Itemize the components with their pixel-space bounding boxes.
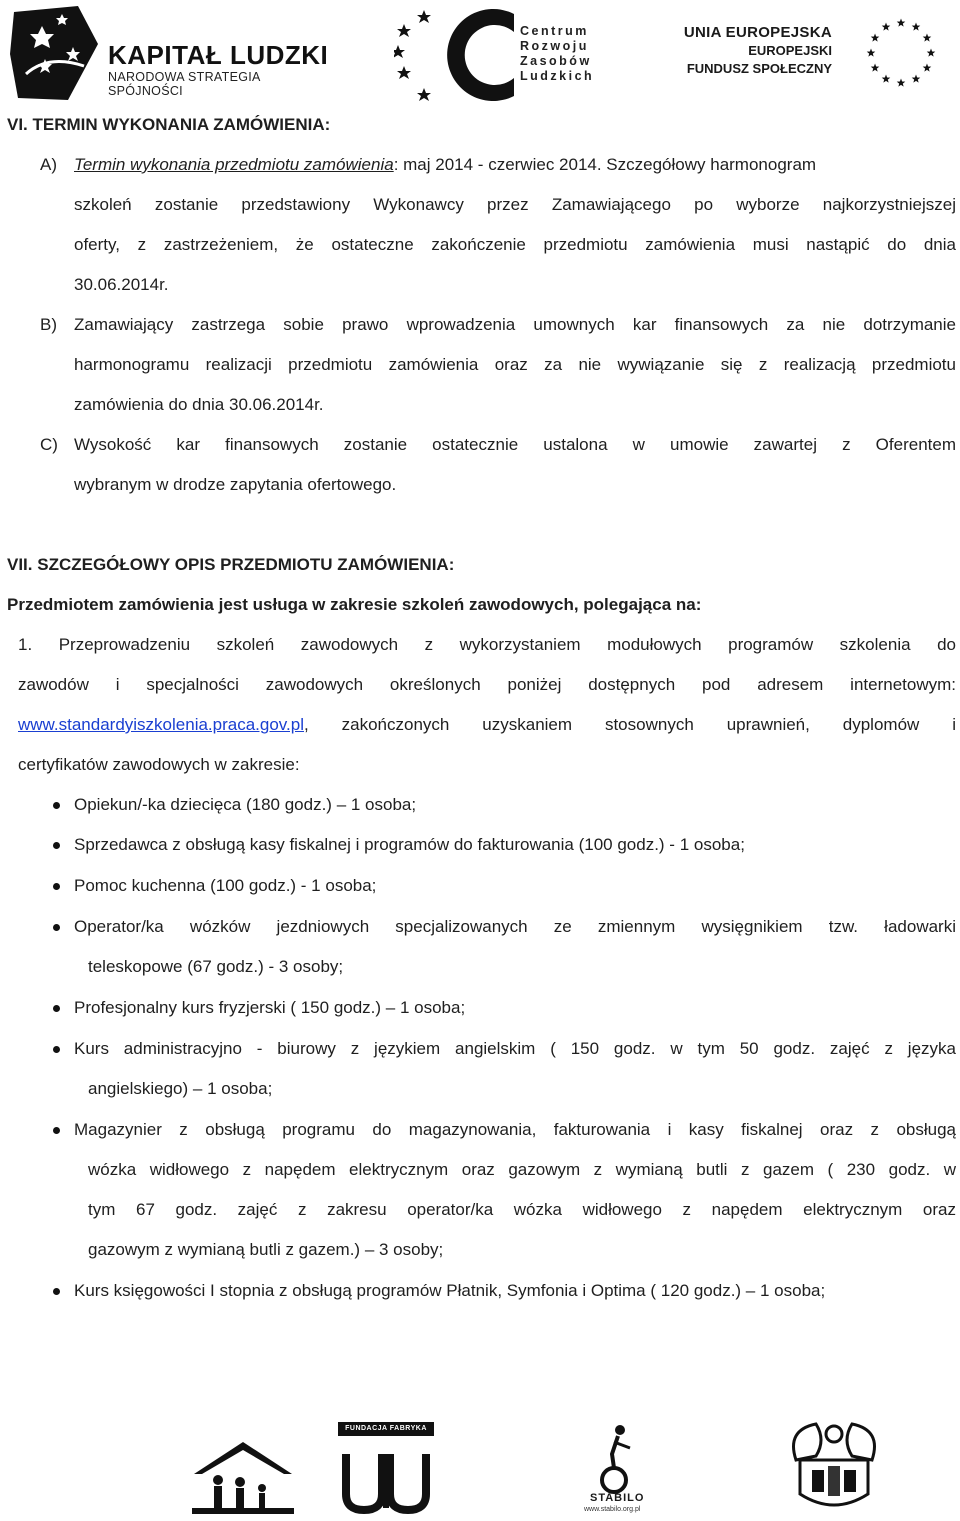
kapital-ludzki-subtitle: NARODOWA STRATEGIA SPÓJNOŚCI <box>108 70 260 98</box>
eu-text <box>660 24 832 78</box>
footer-logos <box>0 1400 960 1516</box>
item-b-line-2: harmonogramu realizacji przedmiotu zamówienia oraz za nie wywiązanie się z realizacją przedmiotu <box>74 355 956 374</box>
item-b-label: B) <box>40 315 57 334</box>
list-item-7-line-1: Magazynier z obsługą programu do magazynowania, fakturowania i kasy fiskalnej oraz z obsługą <box>74 1120 956 1139</box>
kapital-ludzki-emblem-icon <box>8 4 104 104</box>
item-c-line-1: Wysokość kar finansowych zostanie ostatecznie ustalona w umowie zawartej z Oferentem <box>74 435 956 454</box>
stabilo-unicycle-icon <box>584 1424 644 1494</box>
list-item-8: Kurs księgowości I stopnia z obsługą programów Płatnik, Symfonia i Optima ( 120 godz.) – 1 osoba; <box>74 1281 826 1300</box>
eu-logo <box>652 6 958 100</box>
crzl-logo <box>394 4 604 104</box>
point1-line-4: certyfikatów zawodowych w zakresie: <box>18 755 300 774</box>
bullet-icon <box>53 842 60 849</box>
list-item-6-line-1: Kurs administracyjno - biurowy z językiem angielskim ( 150 godz. w tym 50 godz. zajęć z języka <box>74 1039 956 1058</box>
list-item-2: Sprzedawca z obsługą kasy fiskalnej i programów do fakturowania (100 godz.) - 1 osoba; <box>74 835 745 854</box>
list-item-4-line-2: teleskopowe (67 godz.) - 3 osoby; <box>88 957 344 976</box>
city-coat-of-arms-icon <box>786 1420 882 1516</box>
fundacja-fabryka-logo <box>330 1420 442 1516</box>
point1-line-1: 1. Przeprowadzeniu szkoleń zawodowych z wykorzystaniem modułowych programów szkolenia do <box>18 635 956 654</box>
crzl-line-3: Zasobów <box>520 54 592 68</box>
list-item-6-line-2: angielskiego) – 1 osoba; <box>88 1079 273 1098</box>
eu-line-3: FUNDUSZ SPOŁECZNY <box>686 61 832 76</box>
eu-flag-icon <box>846 10 956 96</box>
crzl-line-1: Centrum <box>520 24 589 38</box>
header-logos <box>0 0 960 108</box>
bullet-icon <box>53 1005 60 1012</box>
eu-line-1: UNIA EUROPEJSKA <box>683 24 832 41</box>
bullet-icon <box>53 802 60 809</box>
item-b-line-1: Zamawiający zastrzega sobie prawo wprowadzenia umownych kar finansowych za nie dotrzymanie <box>74 315 956 334</box>
point1-line-3-rest: , zakończonych uzyskaniem stosownych uprawnień, dyplomów i <box>304 715 956 734</box>
item-a-line-1 <box>74 155 956 175</box>
kapital-ludzki-title: KAPITAŁ LUDZKI <box>108 40 329 70</box>
bullet-icon <box>53 883 60 890</box>
list-item-7-line-2: wózka widłowego z napędem elektrycznym oraz gazowym z wymianą butli z gazem ( 230 godz. w <box>88 1160 956 1179</box>
item-a-italic: Termin wykonania przedmiotu zamówienia <box>74 155 394 174</box>
stabilo-text: STABILO <box>590 1492 645 1504</box>
list-item-5: Profesjonalny kurs fryzjerski ( 150 godz.) – 1 osoba; <box>74 998 466 1017</box>
item-c-line-2: wybranym w drodze zapytania ofertowego. <box>74 475 397 494</box>
item-a-line-3: oferty, z zastrzeżeniem, że ostateczne zakończenie przedmiotu zamówienia musi nastąpić do dnia <box>74 235 956 254</box>
item-b-line-3: zamówienia do dnia 30.06.2014r. <box>74 395 324 414</box>
crzl-line-2: Rozwoju <box>520 39 589 53</box>
item-a-label: A) <box>40 155 57 174</box>
bullet-icon <box>53 1046 60 1053</box>
crzl-emblem-icon <box>394 4 520 104</box>
kapital-ludzki-logo <box>8 4 338 104</box>
standards-link[interactable]: www.standardyiszkolenia.praca.gov.pl <box>18 715 304 734</box>
crzl-line-4: Ludzkich <box>520 69 595 83</box>
section6-heading: VI. TERMIN WYKONANIA ZAMÓWIENIA: <box>7 115 331 134</box>
section7-intro: Przedmiotem zamówienia jest usługa w zakresie szkoleń zawodowych, polegająca na: <box>7 595 702 614</box>
list-item-1: Opiekun/-ka dziecięca (180 godz.) – 1 osoba; <box>74 795 417 814</box>
list-item-3: Pomoc kuchenna (100 godz.) - 1 osoba; <box>74 876 377 895</box>
item-a-line-2: szkoleń zostanie przedstawiony Wykonawcy przez Zamawiającego po wyborze najkorzystniejszej <box>74 195 956 214</box>
item-a-rest: : maj 2014 - czerwiec 2014. Szczegółowy harmonogram <box>393 155 817 174</box>
item-c-label: C) <box>40 435 58 454</box>
list-item-7-line-3: tym 67 godz. zajęć z zakresu operator/ka wózka widłowego z napędem elektrycznym oraz <box>88 1200 956 1219</box>
stabilo-url: www.stabilo.org.pl <box>584 1506 641 1513</box>
bullet-icon <box>53 1127 60 1134</box>
list-item-4-line-1: Operator/ka wózków jezdniowych specjalizowanych ze zmiennym wysięgnikiem tzw. ładowarki <box>74 917 956 936</box>
fabryka-label: FUNDACJA FABRYKA <box>342 1423 430 1435</box>
section7-heading: VII. SZCZEGÓŁOWY OPIS PRZEDMIOTU ZAMÓWIENIA: <box>7 555 455 574</box>
eu-line-2: EUROPEJSKI <box>748 43 832 58</box>
crzl-text <box>520 24 594 84</box>
bullet-icon <box>53 1288 60 1295</box>
point1-line-2: zawodów i specjalności zawodowych określonych poniżej dostępnych pod adresem internetowym: <box>18 675 956 694</box>
point1-line-3 <box>18 715 956 735</box>
item-a-line-4: 30.06.2014r. <box>74 275 169 294</box>
bullet-icon <box>53 924 60 931</box>
family-house-logo-icon <box>188 1438 298 1516</box>
list-item-7-line-4: gazowym z wymianą butli z gazem.) – 3 osoby; <box>88 1240 444 1259</box>
